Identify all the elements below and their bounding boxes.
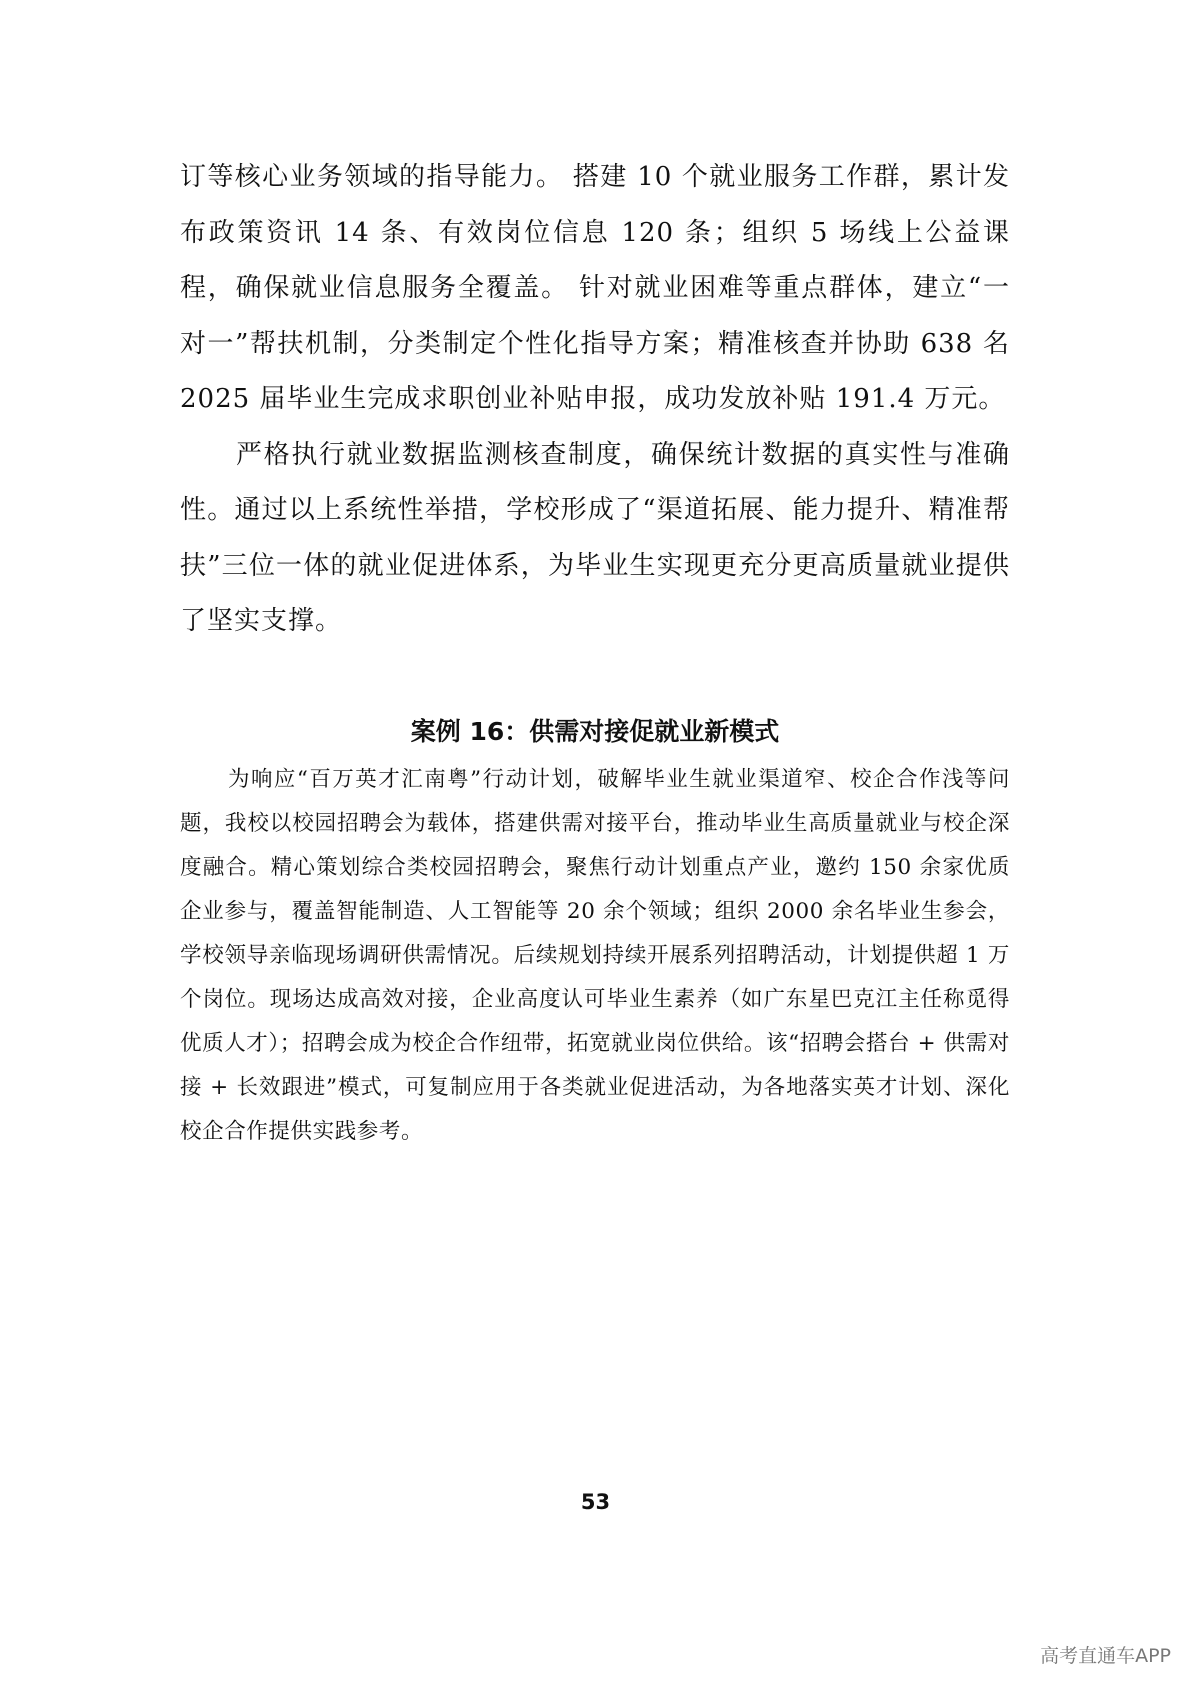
watermark-text: 高考直通车APP bbox=[1040, 1645, 1171, 1667]
body-text-section bbox=[180, 150, 1010, 650]
page-number: 53 bbox=[580, 1490, 611, 1514]
case-paragraph: 为响应“百万英才汇南粤”行动计划，破解毕业生就业渠道窄、校企合作浅等问题，我校以校园招聘会为载体，搭建供需对接平台，推动毕业生高质量就业与校企深度融合。精心策划综合类校园招聘会，聚焦行动计划重点产业，邀约 150 余家优质企业参与，覆盖智能制造、人工智能等 20 余个领域；组织 2000 余名毕业生参会，学校领导亲临现场调研供需情况。后续规划持续开展系列招聘活动，计划提供超 1 万个岗位。现场达成高效对接，企业高度认可毕业生素养（如广东星巴克江主任称觅得优质人才）；招聘会成为校企合作纽带，拓宽就业岗位供给。该“招聘会搭台 + 供需对接 + 长效跟进”模式，可复制应用于各类就业促进活动，为各地落实英才计划、深化校企合作提供实践参考。 bbox=[180, 767, 1010, 1144]
body-paragraph-2: 严格执行就业数据监测核查制度，确保统计数据的真实性与准确性。通过以上系统性举措，学校形成了“渠道拓展、能力提升、精准帮扶”三位一体的就业促进体系，为毕业生实现更充分更高质量就业提供了坚实支撑。 bbox=[180, 439, 1010, 636]
case-title: 案例 16：供需对接促就业新模式 bbox=[410, 717, 780, 746]
body-paragraph-1: 订等核心业务领域的指导能力。 搭建 10 个就业服务工作群，累计发布政策资讯 14 条、有效岗位信息 120 条；组织 5 场线上公益课程，确保就业信息服务全覆盖。 针对就业困难等重点群体，建立“一对一”帮扶机制，分类制定个性化指导方案；精准核查并协助 638 名 2025 届毕业生完成求职创业补贴申报，成功发放补贴 191.4 万元。 bbox=[180, 162, 1010, 414]
